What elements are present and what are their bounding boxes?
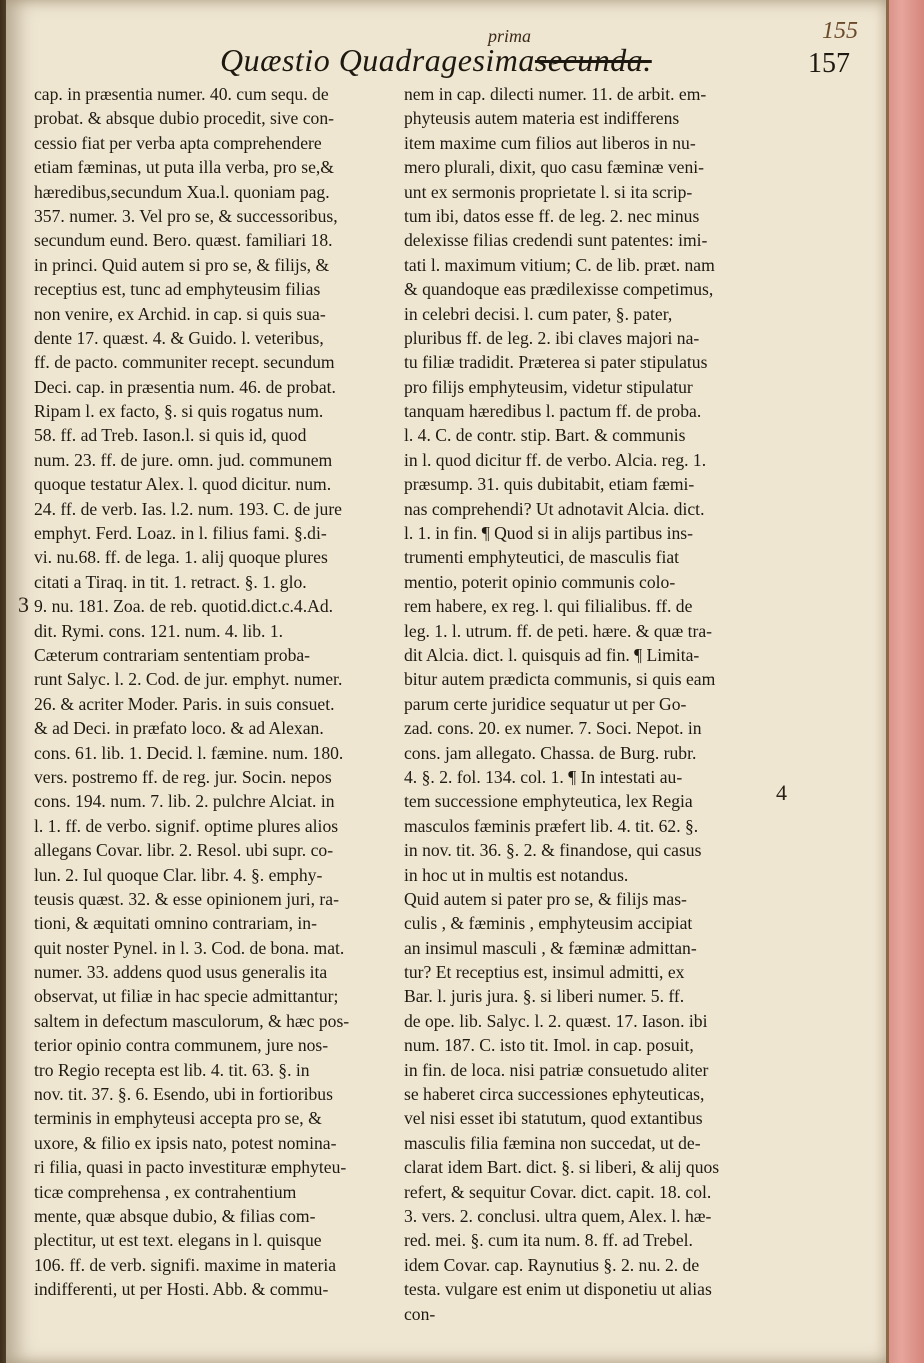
text-line: in l. quod dicitur ff. de verbo. Alcia. reg. 1. <box>404 449 707 470</box>
text-line: bitur autem prædicta communis, si quis eam <box>404 669 716 690</box>
page-header <box>220 18 858 82</box>
text-line: nov. tit. 37. §. 6. Esendo, ubi in fortioribus <box>34 1084 333 1105</box>
text-line: cons. 61. lib. 1. Decid. l. fæmine. num. 180. <box>34 742 344 763</box>
text-line: ff. de pacto. communiter recept. secundum <box>34 352 335 373</box>
text-line: receptius est, tunc ad emphyteusim filias <box>34 279 321 300</box>
right-text-column <box>404 82 764 1326</box>
text-line: nas comprehendi? Ut adnotavit Alcia. dict. <box>404 498 705 519</box>
text-line: runt Salyc. l. 2. Cod. de jur. emphyt. numer. <box>34 669 343 690</box>
text-line: nem in cap. dilecti numer. 11. de arbit. em- <box>404 84 707 104</box>
text-line: zad. cons. 20. ex numer. 7. Soci. Nepot. in <box>404 718 702 739</box>
text-line: vers. postremo ff. de reg. jur. Socin. nepos <box>34 766 332 787</box>
folio-number: 157 <box>808 48 850 79</box>
text-line: in fin. de loca. nisi patriæ consuetudo aliter <box>404 1059 709 1080</box>
text-line: Quid autem si pater pro se, & filijs mas- <box>404 888 687 909</box>
running-title-main: Quæstio Quadragesima <box>220 42 535 78</box>
text-line: & quandoque eas prædilexisse competimus, <box>404 279 714 300</box>
text-line: 3. vers. 2. conclusi. ultra quem, Alex. l. hæ- <box>404 1205 712 1226</box>
text-line: tur? Et receptius est, insimul admitti, ex <box>404 962 685 983</box>
text-line: cap. in præsentia numer. 40. cum sequ. de <box>34 84 329 104</box>
text-line: phyteusis autem materia est indifferens <box>404 108 680 129</box>
text-line: tum ibi, datos esse ff. de leg. 2. nec minus <box>404 205 700 226</box>
text-line: trumenti emphyteutici, de masculis fiat <box>404 547 680 568</box>
text-line: uxore, & filio ex ipsis nato, potest nomina- <box>34 1132 337 1153</box>
text-line: mentio, poterit opinio communis colo- <box>404 571 676 592</box>
text-line: 106. ff. de verb. signifi. maxime in materia <box>34 1254 337 1275</box>
text-line: vi. nu.68. ff. de lega. 1. alij quoque plures <box>34 547 328 568</box>
text-line: observat, ut filiæ in hac specie admittantur; <box>34 986 339 1007</box>
text-line: masculos fæminis præfert lib. 4. tit. 62. §. <box>404 815 699 836</box>
text-line: tanquam hæredibus l. pactum ff. de proba. <box>404 401 702 422</box>
handwritten-correction: prima <box>488 26 532 46</box>
text-line: tati l. maximum vitium; C. de lib. præt. nam <box>404 254 715 275</box>
text-line: l. 1. in fin. ¶ Quod si in alijs partibus ins- <box>404 523 693 544</box>
text-line: 58. ff. ad Treb. Iason.l. si quis id, quod <box>34 425 307 446</box>
text-line: Ripam l. ex facto, §. si quis rogatus num. <box>34 401 324 422</box>
text-line: culis , & fæminis , emphyteusim accipiat <box>404 913 693 934</box>
text-line: in princi. Quid autem si pro se, & filijs, & <box>34 254 330 275</box>
text-line: tem successione emphyteutica, lex Regia <box>404 791 693 812</box>
text-line: secundum eund. Bero. quæst. familiari 18. <box>34 230 333 251</box>
text-line: pluribus ff. de leg. 2. ibi claves majori na- <box>404 327 700 348</box>
text-line: num. 23. ff. de jure. omn. jud. communem <box>34 449 333 470</box>
text-line: leg. 1. l. utrum. ff. de peti. hære. & quæ tra- <box>404 620 712 641</box>
text-line: Deci. cap. in præsentia num. 46. de probat. <box>34 376 336 397</box>
running-title-struck: secunda. <box>534 42 652 78</box>
text-line: tioni, & æquitati omnino contrariam, in- <box>34 913 317 934</box>
text-line: plectitur, ut est text. elegans in l. quisque <box>34 1230 322 1251</box>
text-line: refert, & sequitur Covar. dict. capit. 18. col. <box>404 1181 712 1202</box>
text-line: allegans Covar. libr. 2. Resol. ubi supr. co- <box>34 840 334 861</box>
text-line: con- <box>404 1303 436 1324</box>
text-line: citati a Tiraq. in tit. 1. retract. §. 1. glo. <box>34 571 307 592</box>
text-line: testa. vulgare est enim ut disponetiu ut alias <box>404 1279 712 1300</box>
text-line: in celebri decisi. l. cum pater, §. pater, <box>404 303 673 324</box>
text-line: teusis quæst. 32. & esse opinionem juri, ra- <box>34 888 339 909</box>
text-line: dit Alcia. dict. l. quisquis ad fin. ¶ Limita- <box>404 644 700 665</box>
text-line: cons. jam allegato. Chassa. de Burg. rubr. <box>404 742 697 763</box>
red-page-edge <box>886 0 924 1363</box>
text-line: etiam fæminas, ut puta illa verba, pro se,& <box>34 157 334 178</box>
text-line: parum certe juridice sequatur ut per Go- <box>404 693 687 714</box>
text-line: & ad Deci. in præfato loco. & ad Alexan. <box>34 718 324 739</box>
text-line: rem habere, ex reg. l. qui filialibus. ff. de <box>404 596 693 617</box>
text-line: probat. & absque dubio procedit, sive con- <box>34 108 334 129</box>
text-line: clarat idem Bart. dict. §. si liberi, & alij quos <box>404 1157 720 1178</box>
text-line: terminis in emphyteusi accepta pro se, & <box>34 1108 322 1129</box>
text-line: quit noster Pynel. in l. 3. Cod. de bona. mat. <box>34 937 345 958</box>
text-line: Bar. l. juris jura. §. si liberi numer. 5. ff. <box>404 986 685 1007</box>
text-line: emphyt. Ferd. Loaz. in l. filius fami. §.di- <box>34 523 327 544</box>
text-line: delexisse filias credendi sunt patentes: imi- <box>404 230 708 251</box>
text-line: indifferenti, ut per Hosti. Abb. & commu- <box>34 1279 329 1300</box>
margin-number-right: 4 <box>776 780 787 805</box>
text-line: 24. ff. de verb. Ias. l.2. num. 193. C. de jure <box>34 498 342 519</box>
text-line: dente 17. quæst. 4. & Guido. l. veteribus, <box>34 327 324 348</box>
text-line: 26. & acriter Moder. Paris. in suis consuet. <box>34 693 335 714</box>
text-line: 9. nu. 181. Zoa. de reb. quotid.dict.c.4.Ad. <box>34 596 334 617</box>
text-line: cessio fiat per verba apta comprehendere <box>34 132 322 153</box>
left-text-column <box>34 82 404 1302</box>
text-line: Cæterum contrariam sententiam proba- <box>34 644 311 665</box>
text-line: unt ex sermonis proprietate l. si ita scrip- <box>404 181 693 202</box>
text-line: tu filiæ tradidit. Præterea si pater stipulatus <box>404 352 708 373</box>
text-line: 357. numer. 3. Vel pro se, & successoribus, <box>34 205 338 226</box>
text-line: de ope. lib. Salyc. l. 2. quæst. 17. Iason. ibi <box>404 1010 708 1031</box>
text-line: lun. 2. Iul quoque Clar. libr. 4. §. emphy- <box>34 864 323 885</box>
text-line: numer. 33. addens quod usus generalis ita <box>34 962 328 983</box>
running-title <box>220 42 652 79</box>
text-line: vel nisi esset ibi statutum, quod extantibus <box>404 1108 703 1129</box>
text-line: terior opinio contra communem, jure nos- <box>34 1035 329 1056</box>
text-line: in nov. tit. 36. §. 2. & finandose, qui casus <box>404 840 702 861</box>
text-line: pro filijs emphyteusim, videtur stipulatur <box>404 376 693 397</box>
text-line: præsump. 31. quis dubitabit, etiam fæmi- <box>404 474 695 495</box>
text-line: non venire, ex Archid. in cap. si quis sua- <box>34 303 326 324</box>
text-line: mero plurali, dixit, quo casu fæminæ veni- <box>404 157 705 178</box>
text-line: red. mei. §. cum ita num. 8. ff. ad Trebel. <box>404 1230 693 1251</box>
text-line: l. 4. C. de contr. stip. Bart. & communis <box>404 425 686 446</box>
text-line: hæredibus,secundum Xua.l. quoniam pag. <box>34 181 330 202</box>
text-line: masculis filia fæmina non succedat, ut de- <box>404 1132 701 1153</box>
text-line: idem Covar. cap. Raynutius §. 2. nu. 2. de <box>404 1254 700 1275</box>
text-line: 4. §. 2. fol. 134. col. 1. ¶ In intestati au- <box>404 766 683 787</box>
text-line: dit. Rymi. cons. 121. num. 4. lib. 1. <box>34 620 284 641</box>
text-line: an insimul masculi , & fæminæ admittan- <box>404 937 697 958</box>
margin-number-left: 3 <box>18 592 29 617</box>
text-line: ri filia, quasi in pacto investituræ emphyteu- <box>34 1157 347 1178</box>
text-line: in hoc ut in multis est notandus. <box>404 864 629 885</box>
text-line: saltem in defectum masculorum, & hæc pos- <box>34 1010 350 1031</box>
text-line: ticæ comprehensa , ex contrahentium <box>34 1181 297 1202</box>
text-line: mente, quæ absque dubio, & filias com- <box>34 1205 316 1226</box>
text-line: quoque testatur Alex. l. quod dicitur. num. <box>34 474 332 495</box>
text-line: item maxime cum filios aut liberos in nu- <box>404 132 696 153</box>
text-line: cons. 194. num. 7. lib. 2. pulchre Alciat. in <box>34 791 335 812</box>
folio-handwritten: 155 <box>822 18 858 44</box>
text-line: se haberet circa successiones ephyteuticas, <box>404 1084 705 1105</box>
text-line: l. 1. ff. de verbo. signif. optime plures alios <box>34 815 339 836</box>
text-line: tro Regio recepta est lib. 4. tit. 63. §. in <box>34 1059 310 1080</box>
text-line: num. 187. C. isto tit. Imol. in cap. posuit, <box>404 1035 694 1056</box>
